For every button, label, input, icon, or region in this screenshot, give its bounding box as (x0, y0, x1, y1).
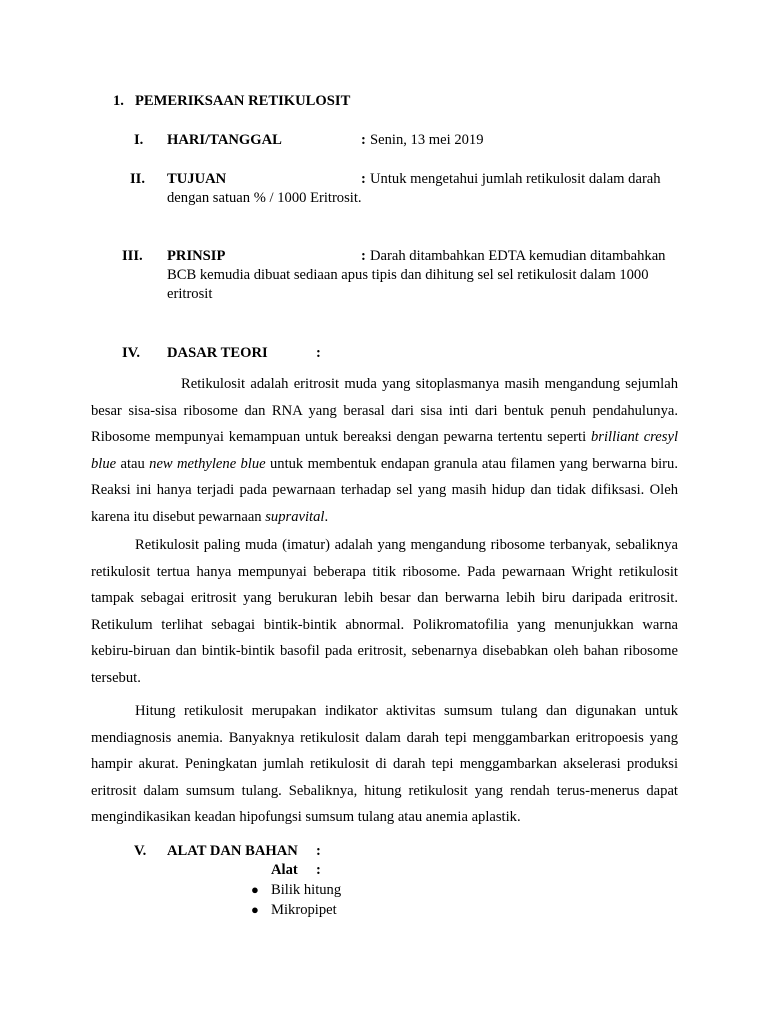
subsection-label-alat: Alat (271, 862, 298, 878)
section-value-tujuan-line1: Untuk mengetahui jumlah retikulosit dalam darah (370, 171, 661, 187)
section-number-hari: I. (134, 132, 144, 148)
section-label-alat-bahan: ALAT DAN BAHAN (167, 843, 298, 859)
section-value-tujuan-line2: dengan satuan % / 1000 Eritrosit. (167, 190, 362, 206)
bullet-icon: ● (251, 882, 259, 897)
section-value-prinsip-line3: eritrosit (167, 286, 213, 302)
paragraph-1-text-2: atau (116, 455, 150, 472)
section-label-dasar: DASAR TEORI (167, 345, 268, 361)
section-label-prinsip: PRINSIP (167, 248, 226, 264)
section-value-hari: Senin, 13 mei 2019 (370, 132, 484, 148)
section-number-tujuan: II. (130, 171, 146, 187)
section-colon-dasar: : (316, 345, 321, 361)
section-value-prinsip-line1: Darah ditambahkan EDTA kemudian ditambahkan (370, 248, 666, 264)
list-item: Mikropipet (271, 902, 337, 918)
section-number-alat-bahan: V. (134, 843, 147, 859)
paragraph-2: Retikulosit paling muda (imatur) adalah yang mengandung ribosome terbanyak, sebaliknya retikulosit tertua hanya mempunyai beberapa titik ribosome. Pada pewarnaan Wright retikulosit tampak sebagai eritrosit yang berukuran lebih besar dan berwarna lebih biru daripada eritrosit. Retikulum terlihat sebagai bintik-bintik abnormal. Polikromatofilia yang menunjukkan warna kebiru-biruan dan bintik-bintik basofil pada eritrosit, sebenarnya disebabkan oleh bahan ribosome tersebut. (91, 537, 678, 686)
section-value-prinsip-line2: BCB kemudia dibuat sediaan apus tipis dan dihitung sel sel retikulosit dalam 1000 (167, 267, 649, 283)
paragraph-1 (91, 371, 678, 531)
section-label-tujuan: TUJUAN (167, 171, 227, 187)
heading-number: 1. (113, 93, 124, 109)
paragraph-1-text-4: . (324, 508, 329, 525)
section-label-hari: HARI/TANGGAL (167, 132, 282, 148)
bullet-icon: ● (251, 902, 259, 917)
paragraph-1-italic-3: supravital (265, 508, 325, 525)
section-colon-alat-bahan: : (316, 843, 321, 859)
section-number-prinsip: III. (122, 248, 143, 264)
section-colon-hari: : (361, 132, 366, 148)
list-item: Bilik hitung (271, 882, 342, 898)
paragraph-3: Hitung retikulosit merupakan indikator aktivitas sumsum tulang dan digunakan untuk mendiagnosis anemia. Banyaknya retikulosit dalam darah tepi menggambarkan eritropoesis yang hampir akurat. Peningkatan jumlah retikulosit di darah tepi menggambarkan akselerasi produksi eritrosit dalam sumsum tulang. Sebaliknya, hitung retikulosit yang rendah terus-menerus dapat mengindikasikan keadan hipofungsi sumsum tulang atau anemia aplastik. (91, 703, 678, 826)
paragraph-1-italic-1: brilliant cresyl blue (91, 429, 678, 472)
section-colon-prinsip: : (361, 248, 366, 264)
paragraph-1-text-1: Retikulosit adalah eritrosit muda yang sitoplasmanya masih mengandung sejumlah besar sisa-sisa ribosome dan RNA yang berasal dari sisa inti dari bentuk penuh pendahulunya. Ribosome mempunyai kemampuan untuk bereaksi dengan pewarna tertentu seperti (91, 376, 678, 446)
section-colon-tujuan: : (361, 171, 366, 187)
heading-title: PEMERIKSAAN RETIKULOSIT (135, 93, 351, 109)
subsection-colon-alat: : (316, 862, 321, 878)
paragraph-1-text-3: untuk membentuk endapan granula atau filamen yang berwarna biru. Reaksi ini hanya terjadi pada pewarnaan terhadap sel yang masih hidup dan tidak difiksasi. Oleh karena itu disebut pewarnaan (91, 455, 678, 525)
section-number-dasar: IV. (122, 345, 140, 361)
paragraph-1-italic-2: new methylene blue (149, 455, 266, 472)
